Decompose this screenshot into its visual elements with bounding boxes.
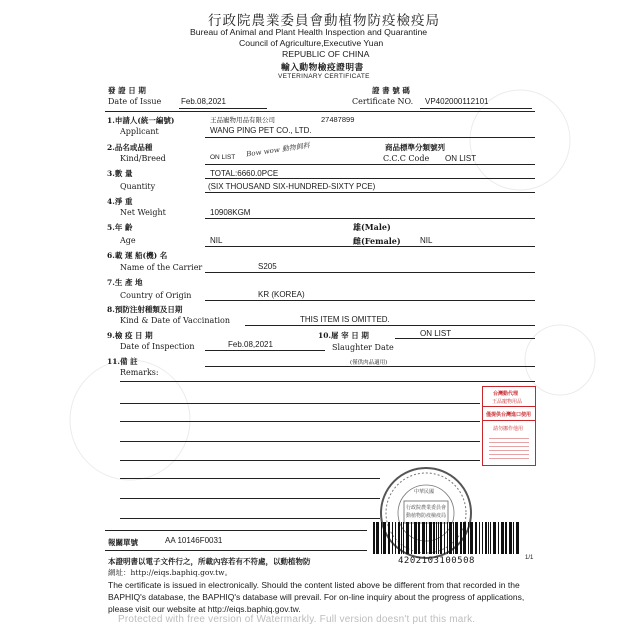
inspection-label-zh: 9.檢 疫 日 期: [107, 331, 153, 340]
barcode-bar: [475, 522, 477, 554]
remarks-rule-5: [120, 441, 480, 442]
kind-underline: [205, 164, 535, 165]
applicant-tax-id: 27487899: [321, 115, 355, 124]
seal-line-2: 動植物防疫檢疫局: [406, 513, 447, 519]
vaccination-underline: [245, 325, 535, 326]
cert-no-underline: [420, 108, 532, 109]
remarks-rule-6: [120, 460, 480, 461]
barcode-bar: [453, 522, 454, 554]
slaughter-label-zh: 10.屠 宰 日 期: [318, 331, 369, 340]
bureau-title-zh: 行政院農業委員會動植物防疫檢疫局: [208, 13, 440, 29]
female-label: 雌(Female): [353, 236, 401, 246]
barcode-bar: [411, 522, 412, 554]
red-stamp-line-3: 僅提供台灣進口使用: [486, 412, 532, 418]
remarks-rule-7: [120, 478, 380, 479]
vaccination-label-en: Kind & Date of Vaccination: [120, 316, 231, 325]
footer-top-rule: [105, 530, 367, 531]
barcode-bar: [463, 522, 466, 554]
cert-no-value: VP402000112101: [425, 97, 489, 106]
issue-date-underline: [179, 108, 267, 109]
barcode-bar: [436, 522, 437, 554]
inspection-label-en: Date of Inspection: [120, 342, 195, 351]
country-title-en: REPUBLIC OF CHINA: [282, 49, 370, 59]
issue-date-label-en: Date of Issue: [108, 97, 162, 106]
inspection-value: Feb.08,2021: [228, 340, 273, 349]
carrier-value: S205: [258, 262, 277, 271]
website-zh: 網址：http://eiqs.baphiq.gov.tw。: [108, 568, 233, 577]
watermark-text: Protected with free version of Watermarkly. Full version doesn't put this mark.: [118, 614, 476, 625]
kind-value: ON LIST: [210, 154, 236, 161]
barcode-bar: [418, 522, 420, 554]
applicant-label-zh: 1.申請人(統一編號): [107, 116, 175, 125]
remarks-rule-3: [120, 403, 480, 404]
ccc-label-en: C.C.C Code: [383, 154, 430, 163]
barcode-bar: [449, 522, 452, 554]
barcode-bar: [373, 522, 375, 554]
origin-label-en: Country of Origin: [120, 291, 192, 300]
seal-line-1: 行政院農業委員會: [406, 505, 447, 511]
notice-en: The certificate is issued in electronically. Should the content listed above be different from that recorded in the BAPHIQ's database, the BAPHIQ's database will prevail. For on-line inquiry about the progress of applications, please visit our website at http://eiqs.baphiq.gov.tw.: [108, 580, 525, 615]
barcode-bar: [447, 522, 448, 554]
carrier-label-zh: 6.載 運 船(機) 名: [107, 251, 168, 260]
ccc-label-zh: 商品標準分類號列: [385, 143, 445, 152]
barcode-bar: [444, 522, 445, 554]
barcode-bar: [401, 522, 402, 554]
remarks-label-zh: 11.備 註: [107, 357, 138, 366]
remarks-rule-4: [120, 421, 480, 422]
male-label: 雄(Male): [353, 222, 391, 232]
barcode: [371, 522, 521, 556]
origin-label-zh: 7.生 產 地: [107, 278, 143, 287]
net-weight-underline: [205, 218, 535, 219]
barcode-bar: [501, 522, 504, 554]
cert-no-label-en: Certificate NO.: [352, 97, 414, 106]
age-value: NIL: [210, 236, 223, 245]
remarks-note-zh: (僅供肉品適用): [350, 360, 388, 366]
quantity-underline-1: [205, 178, 535, 179]
agent-red-stamp: [482, 386, 536, 466]
barcode-bar: [498, 522, 499, 554]
remarks-rule-8: [120, 498, 380, 499]
inspection-underline: [205, 350, 325, 351]
seal-top-text: 中華民國: [414, 489, 435, 495]
vaccination-value: THIS ITEM IS OMITTED.: [300, 315, 390, 324]
ccc-value: ON LIST: [445, 154, 477, 163]
applicant-name-en: WANG PING PET CO., LTD.: [210, 126, 312, 135]
barcode-bar: [468, 522, 469, 554]
sex-value: NIL: [420, 236, 433, 245]
barcode-bar: [488, 522, 489, 554]
net-weight-value: 10908KGM: [210, 208, 251, 217]
issue-date-value: Feb.08,2021: [181, 97, 226, 106]
barcode-bar: [383, 522, 386, 554]
quantity-label-zh: 3.數 量: [107, 169, 133, 178]
barcode-bar: [438, 522, 439, 554]
barcode-bar: [505, 522, 507, 554]
vaccination-label-zh: 8.預防注射種類及日期: [107, 305, 183, 314]
remarks-label-en: Remarks:: [120, 368, 159, 377]
barcode-bar: [455, 522, 458, 554]
origin-value: KR (KOREA): [258, 290, 305, 299]
net-weight-label-zh: 4.淨 重: [107, 197, 133, 206]
barcode-bar: [433, 522, 435, 554]
footer-mid-rule: [105, 550, 367, 551]
issue-date-label-zh: 發 證 日 期: [108, 86, 146, 95]
slaughter-value: ON LIST: [420, 329, 452, 338]
barcode-bar: [493, 522, 496, 554]
barcode-bar: [509, 522, 512, 554]
applicant-label-en: Applicant: [120, 127, 159, 136]
cert-no-label-zh: 證 書 號 碼: [372, 86, 410, 95]
red-stamp-small: 請勿挪作他用: [493, 426, 524, 432]
kind-handwritten-note: Bow wow 動物飼料: [245, 141, 311, 159]
barcode-bar: [422, 522, 425, 554]
barcode-bar: [490, 522, 491, 554]
certificate-title-en: VETERINARY CERTIFICATE: [278, 73, 370, 80]
age-label-en: Age: [120, 236, 136, 245]
barcode-bar: [440, 522, 442, 554]
barcode-bar: [398, 522, 400, 554]
quantity-words: (SIX THOUSAND SIX-HUNDRED-SIXTY PCE): [208, 182, 376, 191]
barcode-bar: [395, 522, 396, 554]
barcode-bar: [406, 522, 409, 554]
barcode-bar: [429, 522, 432, 554]
council-title-en: Council of Agriculture,Executive Yuan: [239, 38, 384, 48]
quantity-value: TOTAL:6660.0PCE: [210, 169, 279, 178]
bureau-title-en: Bureau of Animal and Plant Health Inspection and Quarantine: [190, 27, 428, 37]
report-no-label: 報關單號: [108, 538, 138, 547]
report-no-value: AA 10146F0031: [165, 536, 223, 545]
barcode-number: 4202103100508: [398, 556, 475, 566]
barcode-bar: [381, 522, 382, 554]
quantity-underline-2: [205, 192, 535, 193]
slaughter-label-en: Slaughter Date: [332, 343, 394, 352]
carrier-underline: [205, 272, 535, 273]
applicant-name-zh: 王品寵物用品有限公司: [210, 116, 275, 124]
carrier-label-en: Name of the Carrier: [120, 263, 203, 272]
barcode-bar: [376, 522, 379, 554]
barcode-bar: [403, 522, 404, 554]
barcode-bar: [460, 522, 462, 554]
barcode-bar: [479, 522, 480, 554]
remarks-rule-9: [120, 518, 380, 519]
barcode-bar: [470, 522, 473, 554]
kind-label-zh: 2.品名或品種: [107, 143, 153, 152]
red-stamp-line-1: 台灣動代理: [493, 391, 519, 397]
remarks-rule-1: [205, 366, 535, 367]
certificate-title-zh: 輸入動物檢疫證明書: [281, 63, 364, 73]
red-stamp-line-2: 王品寵物用品: [492, 399, 523, 405]
barcode-bar: [426, 522, 427, 554]
age-underline: [205, 246, 535, 247]
kind-label-en: Kind/Breed: [120, 154, 166, 163]
barcode-bar: [485, 522, 487, 554]
page-mark: 1/1: [525, 555, 534, 561]
barcode-bar: [482, 522, 483, 554]
slaughter-underline: [395, 338, 535, 339]
origin-underline: [205, 300, 535, 301]
net-weight-label-en: Net Weight: [120, 208, 166, 217]
applicant-underline: [205, 137, 535, 138]
barcode-bar: [414, 522, 417, 554]
barcode-bar: [516, 522, 519, 554]
remarks-rule-2: [120, 381, 535, 382]
barcode-bar: [388, 522, 390, 554]
barcode-bar: [392, 522, 393, 554]
age-label-zh: 5.年 齡: [107, 223, 133, 232]
form-top-rule: [105, 111, 535, 112]
quantity-label-en: Quantity: [120, 182, 156, 191]
barcode-bar: [513, 522, 514, 554]
notice-zh: 本證明書以電子文件行之，所載內容若有不符處，以動植物防: [108, 557, 311, 566]
